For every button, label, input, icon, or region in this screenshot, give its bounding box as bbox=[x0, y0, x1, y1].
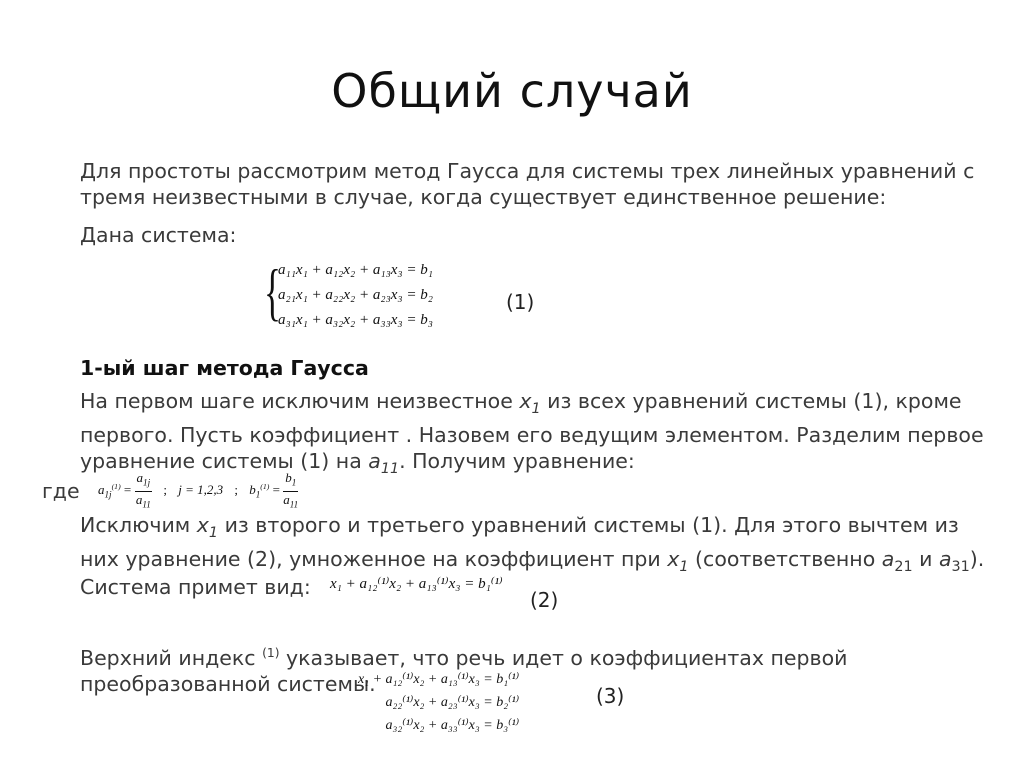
equation-row: a₂₂⁽¹⁾x₂ + a₂₃⁽¹⁾x₃ = b₂⁽¹⁾ bbox=[385, 695, 520, 710]
equation-row: a₃₁x₁ + a₃₂x₂ + a₃₃x₃ = b₃ bbox=[278, 312, 433, 328]
slide-title: Общий случай bbox=[331, 64, 693, 118]
fraction-a: $\frac{a_{1j}}{a_{11}}$ bbox=[135, 470, 151, 510]
superscript-note: Верхний индекс $^{(1)}$ указывает, что речь идет о коэффициентах первой преобразованной системы. bbox=[80, 645, 848, 696]
system-1 bbox=[278, 258, 433, 333]
elimination-paragraph: Исключим $x_1$ из второго и третьего уравнений системы (1). Для этого вычтем из них уравнение (2), умноженное на коэффициент при $x_1$ (соответственно $a_{21}$ и $a_{31}$). bbox=[80, 513, 985, 576]
equation-number-1: (1) bbox=[506, 290, 535, 314]
system-3 bbox=[358, 668, 519, 737]
where-label: где bbox=[42, 479, 80, 503]
given-system-label: Дана система: bbox=[80, 223, 237, 247]
fraction-b: $\frac{b_1}{a_{11}}$ bbox=[283, 470, 299, 510]
equation-row: x₁ + a₁₂⁽¹⁾x₂ + a₁₃⁽¹⁾x₃ = b₁⁽¹⁾ bbox=[358, 672, 520, 687]
equation-row: a₁₁x₁ + a₁₂x₂ + a₁₃x₃ = b₁ bbox=[278, 262, 433, 278]
equation-number-2: (2) bbox=[530, 588, 559, 612]
step-heading: 1-ый шаг метода Гаусса bbox=[80, 356, 369, 380]
equation-2: x₁ + a₁₂⁽¹⁾x₂ + a₁₃⁽¹⁾x₃ = b₁⁽¹⁾ bbox=[330, 576, 503, 592]
left-brace: { bbox=[264, 256, 281, 327]
equation-number-3: (3) bbox=[596, 684, 625, 708]
step1-paragraph: На первом шаге исключим неизвестное $x_1$ из всех уравнений системы (1), кроме первого. Пусть коэффициент . Назовем его ведущим элементом. Разделим первое уравнение системы (1) на $a_{11}$. Получим уравнение: bbox=[80, 389, 984, 478]
intro-text: Для простоты рассмотрим метод Гаусса для системы трех линейных уравнений с тремя неизвестными в случае, когда существует единственное решение: bbox=[80, 159, 975, 209]
normalization-formulas: $a_{1j}^{(1)}$ = $\frac{a_{1j}}{a_{11}}$ ; j = 1,2,3 ; $b_1^{(1)}$ = $\frac{b_1}{a_{11}}$ bbox=[98, 470, 298, 512]
intro-paragraph bbox=[42, 158, 992, 210]
system-form-label: Система примет вид: bbox=[80, 575, 311, 599]
equation-row: a₃₂⁽¹⁾x₂ + a₃₃⁽¹⁾x₃ = b₃⁽¹⁾ bbox=[385, 718, 520, 733]
equation-row: a₂₁x₁ + a₂₂x₂ + a₂₃x₃ = b₂ bbox=[278, 287, 433, 303]
